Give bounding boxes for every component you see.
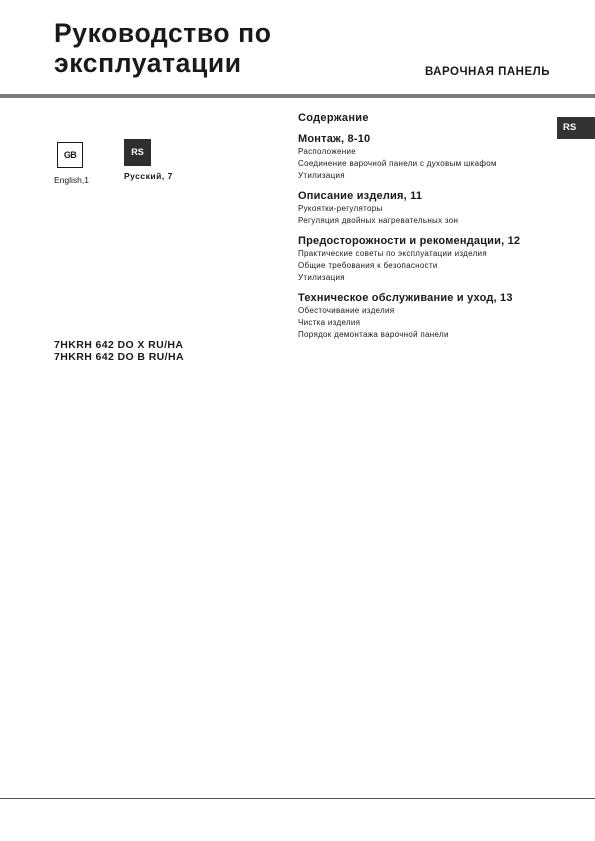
- toc-item: Чистка изделия: [298, 318, 361, 327]
- table-of-contents: [298, 112, 553, 348]
- model-number: 7HKRH 642 DO B RU/HA: [54, 351, 184, 363]
- product-type: ВАРОЧНАЯ ПАНЕЛЬ: [424, 66, 550, 78]
- toc-item: Порядок демонтажа варочной панели: [298, 330, 449, 339]
- toc-section-maintenance: [298, 291, 553, 341]
- toc-item: Регуляция двойных нагревательных зон: [298, 216, 459, 225]
- toc-item: Утилизация: [298, 273, 345, 282]
- toc-item: Практические советы по эксплуатации изделия: [298, 249, 487, 258]
- language-badge-gb: GB: [57, 142, 83, 168]
- title-line-1: Руководство по: [54, 18, 272, 48]
- toc-section-title: Описание изделия, 11: [298, 190, 423, 202]
- toc-section-title: Монтаж, 8-10: [298, 133, 371, 145]
- toc-section-precautions: [298, 234, 553, 284]
- toc-item: Общие требования к безопасности: [298, 261, 438, 270]
- language-badge-rs: RS: [124, 139, 151, 166]
- toc-item: Соединение варочной панели с духовым шкафом: [298, 159, 497, 168]
- model-numbers: [54, 339, 184, 363]
- page-title: [54, 18, 272, 78]
- language-label-english: English,1: [54, 175, 89, 185]
- footer-divider: [0, 798, 595, 799]
- toc-heading: Содержание: [298, 112, 369, 124]
- toc-item: Расположение: [298, 147, 356, 156]
- toc-item: Рукоятки-регуляторы: [298, 204, 383, 213]
- toc-section-installation: [298, 132, 553, 182]
- toc-section-title: Техническое обслуживание и уход, 13: [298, 292, 513, 304]
- header-divider: [0, 94, 595, 98]
- title-line-2: эксплуатации: [54, 48, 242, 78]
- model-number: 7HKRH 642 DO X RU/HA: [54, 339, 184, 351]
- toc-section-title: Предосторожности и рекомендации, 12: [298, 235, 521, 247]
- language-label-russian: Русский, 7: [124, 171, 173, 181]
- language-side-tab: RS: [557, 117, 595, 139]
- toc-item: Обесточивание изделия: [298, 306, 395, 315]
- toc-item: Утилизация: [298, 171, 345, 180]
- toc-section-description: [298, 189, 553, 227]
